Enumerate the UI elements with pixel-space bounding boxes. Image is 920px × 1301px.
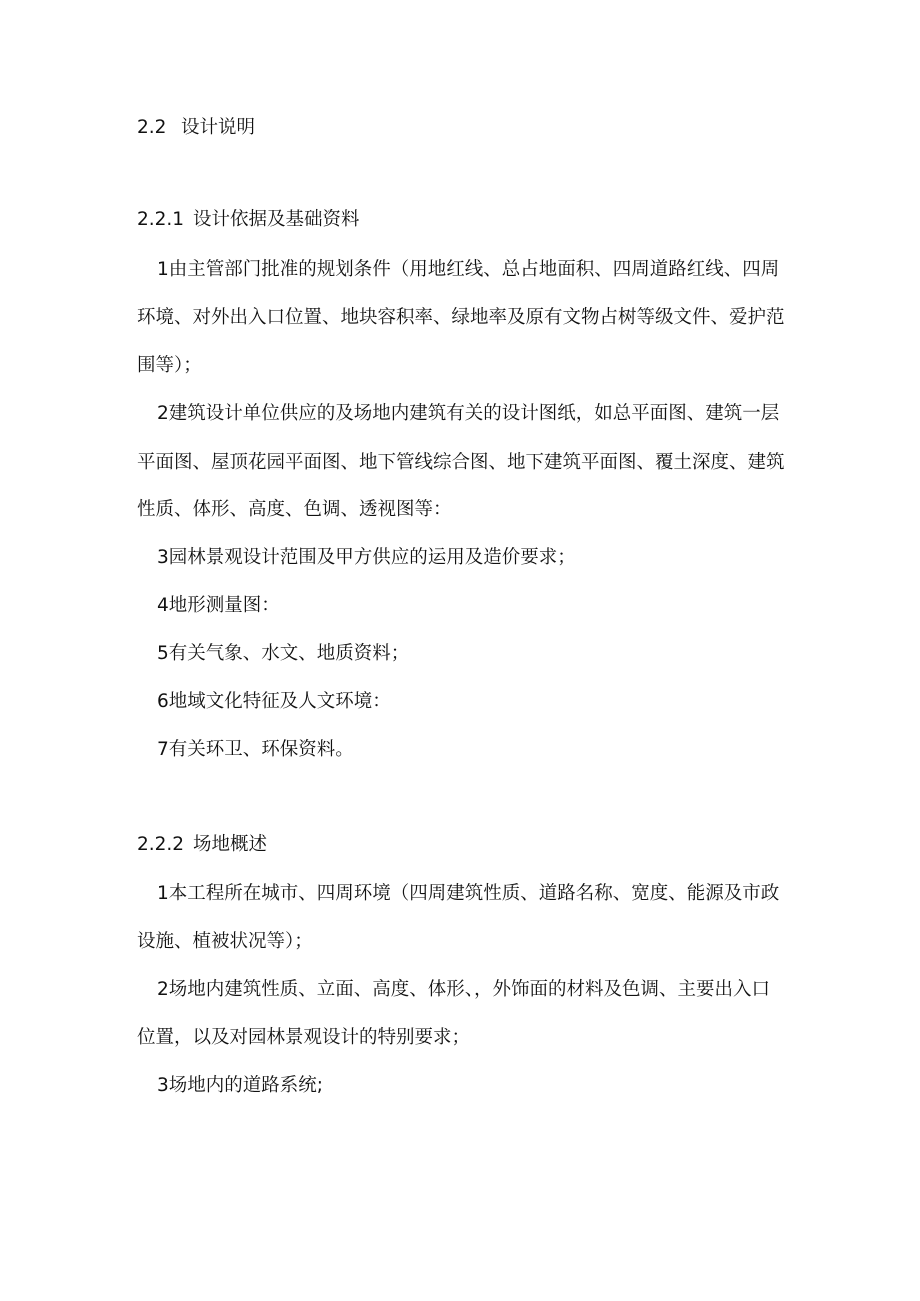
- subsection-title-1: 设计依据及基础资料: [193, 209, 360, 230]
- overview-item-1-line-1: [157, 882, 779, 906]
- list-item-1-line-2: 环境、对外出入口位置、地块容积率、绿地率及原有文物占树等级文件、爱护范: [137, 307, 785, 328]
- list-item-number: 3: [157, 1075, 169, 1096]
- subsection-heading-1: [137, 208, 360, 232]
- overview-item-2-line-2: 位置，以及对园林景观设计的特别要求；: [137, 1027, 471, 1048]
- list-item-number: 3: [157, 547, 169, 568]
- list-item-2-line-1: [157, 402, 779, 426]
- overview-item-3: [157, 1074, 323, 1098]
- list-item-text: 地域文化特征及人文环境：: [168, 691, 391, 712]
- list-item-text: 由主管部门批准的规划条件（用地红线、总占地面积、四周道路红线、四周: [168, 259, 780, 280]
- subsection-number-2: 2.2.2: [137, 834, 185, 855]
- subsection-title-2: 场地概述: [193, 834, 268, 855]
- list-item-2-line-2: 平面图、屋顶花园平面图、地下管线综合图、地下建筑平面图、覆土深度、建筑: [137, 452, 785, 473]
- overview-item-1-line-2: 设施、植被状况等）；: [137, 931, 313, 952]
- list-item-number: 1: [157, 259, 169, 280]
- section-title: 设计说明: [181, 117, 256, 138]
- list-item-7: [157, 738, 354, 762]
- list-item-text: 场地内的道路系统;: [168, 1075, 324, 1096]
- list-item-text: 有关气象、水文、地质资料；: [168, 643, 410, 664]
- subsection-number-1: 2.2.1: [137, 209, 185, 230]
- list-item-text: 园林景观设计范围及甲方供应的运用及造价要求；: [168, 547, 576, 568]
- list-item-3: [157, 546, 576, 570]
- list-item-6: [157, 690, 391, 714]
- list-item-number: 7: [157, 739, 169, 760]
- list-item-text: 地形测量图：: [168, 595, 280, 616]
- section-heading: [137, 116, 255, 140]
- list-item-1-line-1: [157, 258, 779, 282]
- list-item-number: 2: [157, 403, 169, 424]
- list-item-number: 6: [157, 691, 169, 712]
- overview-item-2-line-1: [157, 978, 770, 1002]
- subsection-heading-2: [137, 833, 267, 857]
- list-item-text: 有关环卫、环保资料。: [168, 739, 354, 760]
- section-number: 2.2: [137, 117, 167, 138]
- list-item-1-line-3: 围等）；: [137, 355, 202, 376]
- list-item-number: 5: [157, 643, 169, 664]
- list-item-4: [157, 594, 280, 618]
- list-item-text: 建筑设计单位供应的及场地内建筑有关的设计图纸，如总平面图、建筑一层: [168, 403, 780, 424]
- list-item-2-line-3: 性质、体形、高度、色调、透视图等：: [137, 499, 452, 520]
- list-item-number: 2: [157, 979, 169, 1000]
- list-item-5: [157, 642, 409, 666]
- list-item-number: 1: [157, 883, 169, 904]
- list-item-number: 4: [157, 595, 169, 616]
- list-item-text: 本工程所在城市、四周环境（四周建筑性质、道路名称、宽度、能源及市政: [168, 883, 780, 904]
- list-item-text: 场地内建筑性质、立面、高度、体形、，外饰面的材料及色调、主要出入口: [168, 979, 771, 1000]
